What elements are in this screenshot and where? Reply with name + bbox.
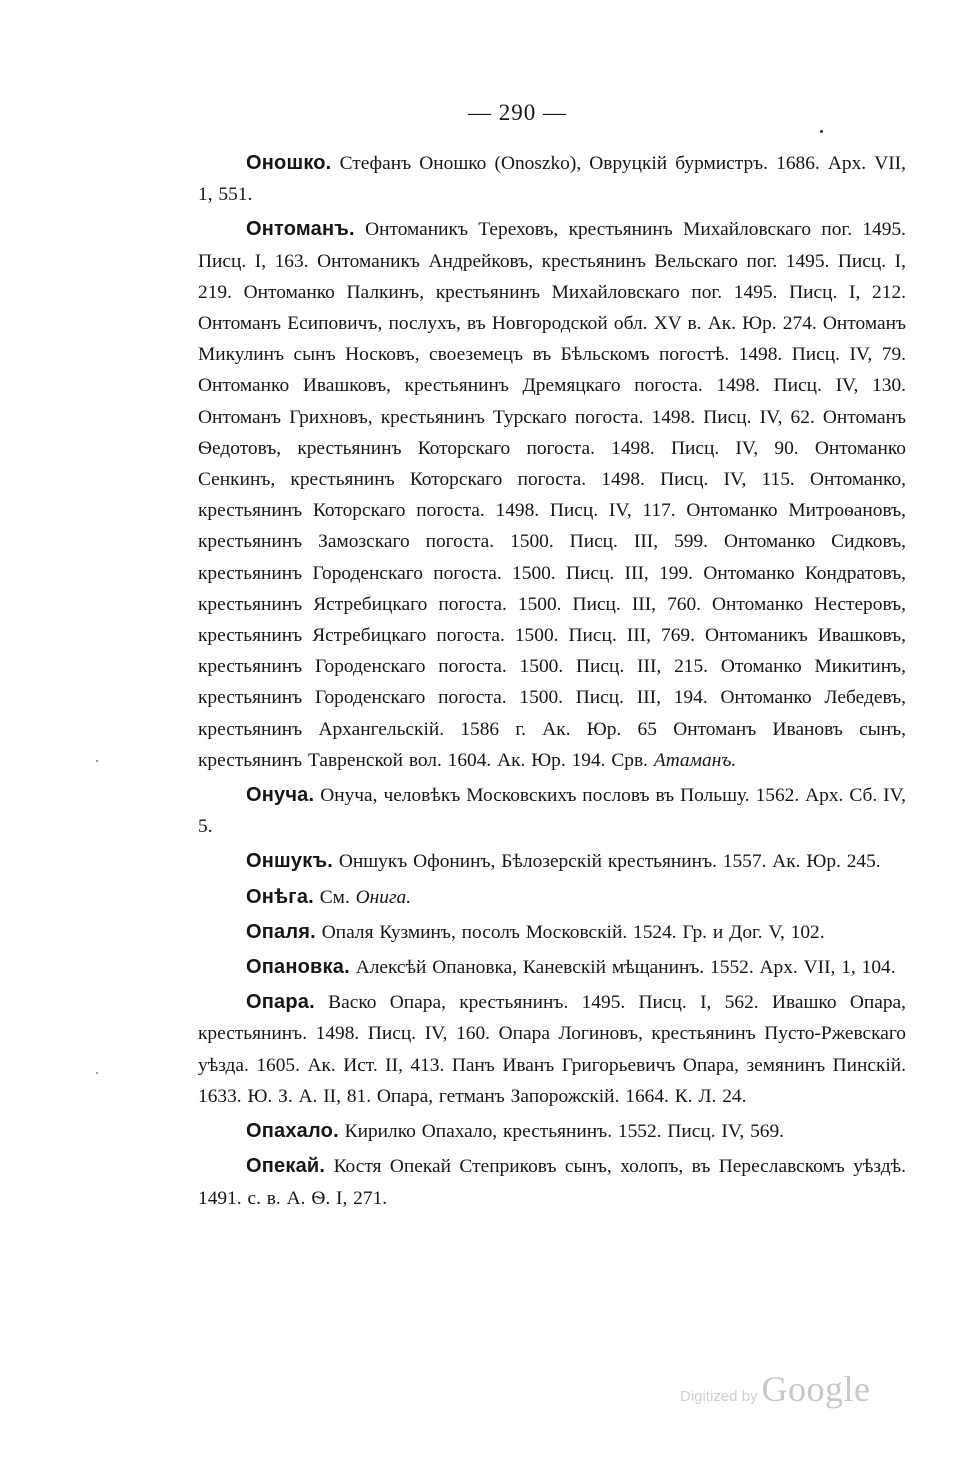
entry-cross-reference: Атаманъ. (653, 749, 737, 771)
entry-headword: Онтоманъ. (246, 218, 355, 241)
scan-speck (96, 760, 98, 762)
entry-onoshko (198, 148, 906, 210)
watermark-prefix: Digitized by (680, 1388, 758, 1405)
entry-text: Кирилко Опахало, крестьянинъ. 1552. Писц. IV, 569. (338, 1121, 785, 1143)
entry-opanovka (198, 952, 906, 983)
entry-headword: Онѣга. (246, 885, 314, 908)
entry-headword: Опахало. (246, 1120, 339, 1143)
entry-text: Оншукъ Офонинъ, Бѣлозерскій крестьянинъ. 1557. Ак. Юр. 245. (332, 851, 881, 873)
digitized-by-google-watermark (680, 1368, 900, 1412)
entry-text: Алексѣй Опановка, Каневскій мѣщанинъ. 1552. Арх. VII, 1, 104. (349, 957, 896, 979)
entry-text: Опаля Кузминъ, посолъ Московскій. 1524. Гр. и Дог. V, 102. (315, 921, 825, 943)
entry-opakhalo (198, 1116, 906, 1147)
entry-onshuk (198, 846, 906, 877)
entry-headword: Опара. (246, 991, 315, 1014)
entry-headword: Онуча. (246, 784, 315, 807)
entry-headword: Оншукъ. (246, 850, 333, 873)
scan-speck (96, 1072, 98, 1074)
entry-opalya (198, 917, 906, 948)
entry-onucha (198, 780, 906, 842)
page-number: — 290 — (468, 100, 567, 125)
entry-onega (198, 882, 906, 913)
entry-cross-reference: Онига. (355, 886, 412, 908)
entry-opekay (198, 1151, 906, 1213)
entry-text: Стефанъ Оношко (Onoszko), Овруцкій бурмистръ. 1686. Арх. VII, 1, 551. (198, 153, 906, 206)
entry-text: Онуча, человѣкъ Московскихъ пословъ въ Польшу. 1562. Арх. Сб. IV, 5. (198, 785, 906, 838)
entry-text: Онтоманикъ Тереховъ, крестьянинъ Михайловскаго пог. 1495. Писц. I, 163. Онтоманикъ Андрейковъ, крестьянинъ Вельскаго пог. 1495. Писц. I, 219. Онтоманко Палкинъ, крестьянинъ Михайловскаго пог. 1495. Писц. I, 212. Онтоманъ Есиповичъ, послухъ, въ Новгородской обл. XV в. Ак. Юр. 274. Онтоманъ Микулинъ сынъ Носковъ, своеземецъ въ Бѣльскомъ погостѣ. 1498. Писц. IV, 79. Онтоманко Ивашковъ, крестьянинъ Дремяцкаго погоста. 1498. Писц. IV, 130. Онтоманъ Грихновъ, крестьянинъ Турскаго погоста. 1498. Писц. IV, 62. Онтоманъ Ѳедотовъ, крестьянинъ Которскаго погоста. 1498. Писц. IV, 90. Онтоманко Сенкинъ, крестьянинъ Которскаго погоста. 1498. Писц. IV, 115. Онтоманко, крестьянинъ Которскаго погоста. 1498. Писц. IV, 117. Онтоманко Митроѳановъ, крестьянинъ Замозскаго погоста. 1500. Писц. III, 599. Онтоманко Сидковъ, крестьянинъ Городенскаго погоста. 1500. Писц. III, 199. Онтоманко Кондратовъ, крестьянинъ Ястребицкаго погоста. 1500. Писц. III, 760. Онтоманко Нестеровъ, крестьянинъ Ястребицкаго погоста. 1500. Писц. III, 769. Онтоманикъ Ивашковъ, крестьянинъ Городенскаго погоста. 1500. Писц. III, 215. Отоманко Микитинъ, крестьянинъ Городенскаго погоста. 1500. Писц. III, 194. Онтоманко Лебедевъ, крестьянинъ Архангельскій. 1586 г. Ак. Юр. 65 Онтоманъ Ивановъ сынъ, крестьянинъ Тавренской вол. 1604. Ак. Юр. 194. Срв. (198, 219, 906, 771)
entry-headword: Опаля. (246, 920, 316, 943)
entry-text: Костя Опекай Степриковъ сынъ, холопъ, въ Переславскомъ уѣздѣ. 1491. с. в. А. Ѳ. I, 271. (198, 1156, 906, 1209)
entry-text: См. (313, 886, 356, 908)
google-logo: Google (761, 1369, 871, 1409)
entry-opara (198, 987, 906, 1112)
entry-ontoman (198, 214, 906, 776)
entry-headword: Опановка. (246, 956, 350, 979)
entry-text: Васко Опара, крестьянинъ. 1495. Писц. I, 562. Ивашко Опара, крестьянинъ. 1498. Писц. IV, 160. Опара Логиновъ, крестьянинъ Пусто-Ржевскаго уѣзда. 1605. Ак. Ист. II, 413. Панъ Иванъ Григорьевичъ Опара, земянинъ Пинскій. 1633. Ю. З. А. II, 81. Опара, гетманъ Запорожскій. 1664. К. Л. 24. (198, 992, 906, 1107)
entry-headword: Опекай. (246, 1155, 326, 1178)
dictionary-entries (198, 148, 906, 1218)
scan-speck (820, 130, 823, 133)
entry-headword: Оношко. (246, 152, 332, 174)
